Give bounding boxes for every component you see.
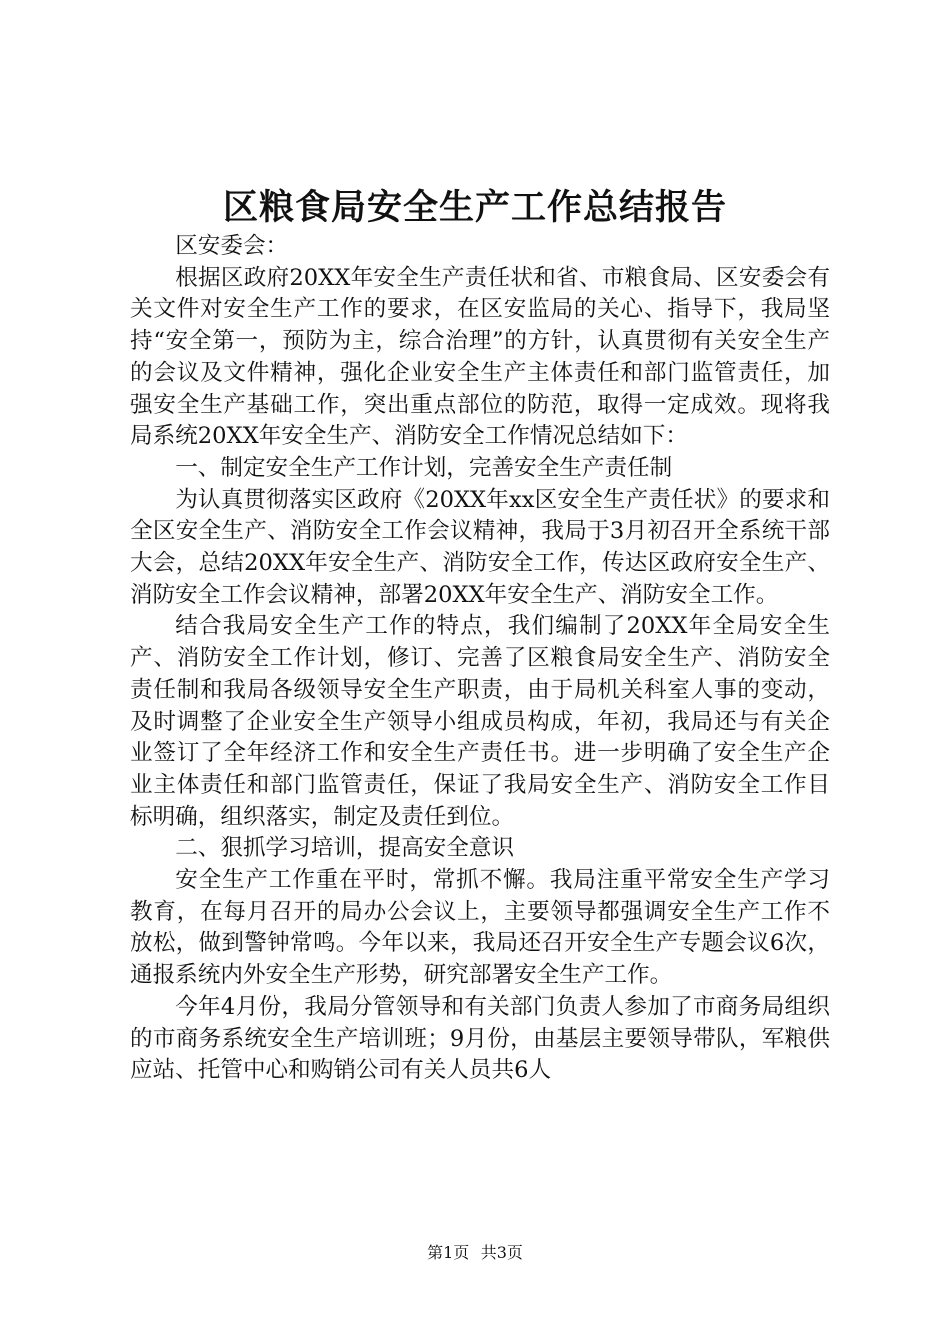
document-title: 区粮食局安全生产工作总结报告	[222, 187, 727, 228]
body-paragraph: 结合我局安全生产工作的特点，我们编制了20XX年全局安全生产、消防安全工作计划，修订、完善了区粮食局安全生产、消防安全责任制和我局各级领导安全生产职责，由于局机关科室人事的变动，及时调整了企业安全生产领导小组成员构成，年初，我局还与有关企业签订了全年经济工作和安全生产责任书。进一步明确了安全生产企业主体责任和部门监管责任，保证了我局安全生产、消防安全工作目标明确，组织落实，制定及责任到位。	[130, 613, 830, 830]
intro-paragraph: 根据区政府20XX年安全生产责任状和省、市粮食局、区安委会有关文件对安全生产工作的要求，在区安监局的关心、指导下，我局坚持“安全第一，预防为主，综合治理”的方针，认真贯彻有关安全生产的会议及文件精神，强化企业安全生产主体责任和部门监管责任，加强安全生产基础工作，突出重点部位的防范，取得一定成效。现将我局系统20XX年安全生产、消防安全工作情况总结如下：	[130, 264, 830, 450]
page-footer: 第1页 共3页	[427, 1243, 523, 1262]
body-paragraph: 安全生产工作重在平时，常抓不懈。我局注重平常安全生产学习教育，在每月召开的局办公会议上，主要领导都强调安全生产工作不放松，做到警钟常鸣。今年以来，我局还召开安全生产专题会议6次，通报系统内外安全生产形势，研究部署安全生产工作。	[130, 867, 830, 989]
body-paragraph: 今年4月份，我局分管领导和有关部门负责人参加了市商务局组织的市商务系统安全生产培训班；9月份，由基层主要领导带队，军粮供应站、托管中心和购销公司有关人员共6人	[130, 993, 830, 1084]
salutation: 区安委会：	[175, 233, 289, 259]
body-paragraph: 为认真贯彻落实区政府《20XX年xx区安全生产责任状》的要求和全区安全生产、消防安全工作会议精神，我局于3月初召开全系统干部大会，总结20XX年安全生产、消防安全工作，传达区政府安全生产、消防安全工作会议精神，部署20XX年安全生产、消防安全工作。	[130, 486, 830, 608]
section-heading-1: 一、制定安全生产工作计划，完善安全生产责任制	[175, 454, 673, 481]
document-body	[130, 231, 830, 1087]
section-heading-2: 二、狠抓学习培训，提高安全意识	[175, 835, 515, 862]
